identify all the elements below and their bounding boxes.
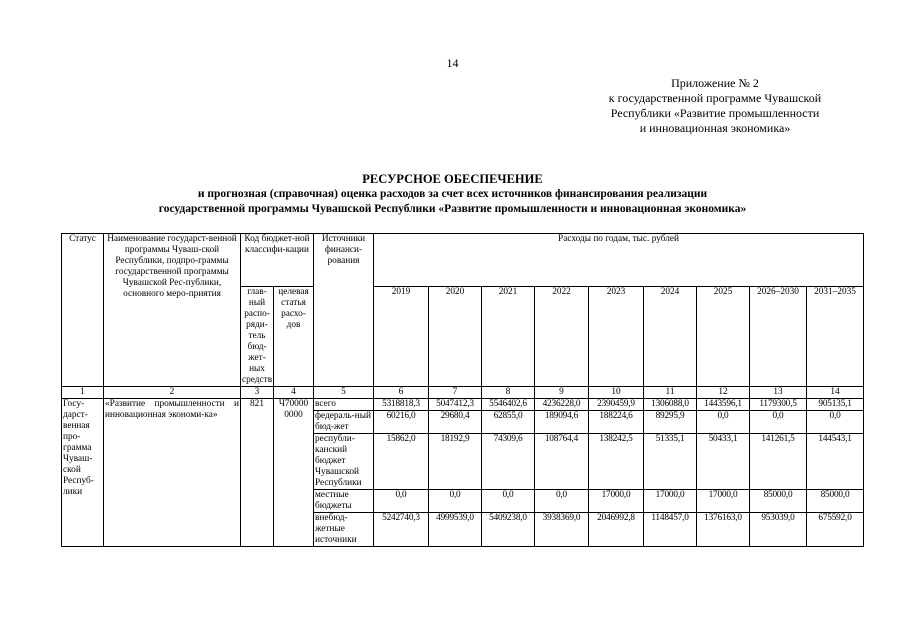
table-cell: 85000,0	[750, 490, 807, 513]
appendix-note	[585, 76, 845, 136]
table-cell: 17000,0	[589, 490, 644, 513]
header-year: 2021	[482, 287, 535, 387]
table-cell: 188224,6	[589, 411, 644, 434]
table-cell: 1179300,5	[750, 399, 807, 411]
table-cell: 1376163,0	[697, 513, 750, 547]
document-subtitle-2: государственной программы Чувашской Республики «Развитие промышленности и инновационная экономика»	[158, 203, 747, 215]
table-cell: 29680,4	[429, 411, 482, 434]
row-target-code: Ч70000 0000	[274, 399, 314, 547]
table-cell: 5409238,0	[482, 513, 535, 547]
column-number: 3	[241, 387, 274, 399]
table-cell: 905135,1	[807, 399, 864, 411]
header-year: 2023	[589, 287, 644, 387]
table-cell: 1306088,0	[644, 399, 697, 411]
document-title: РЕСУРСНОЕ ОБЕСПЕЧЕНИЕ	[362, 172, 543, 186]
source-label: местные бюджеты	[314, 490, 374, 513]
header-year: 2031–2035	[807, 287, 864, 387]
table-cell: 1443596,1	[697, 399, 750, 411]
header-expenses: Расходы по годам, тыс. рублей	[374, 234, 864, 287]
document-heading	[0, 172, 905, 217]
table-cell: 144543,1	[807, 434, 864, 490]
table-cell: 189094,6	[535, 411, 589, 434]
column-number: 8	[482, 387, 535, 399]
table-cell: 18192,9	[429, 434, 482, 490]
column-number: 7	[429, 387, 482, 399]
header-year: 2020	[429, 287, 482, 387]
source-label: федераль-ный бюд-жет	[314, 411, 374, 434]
column-number: 6	[374, 387, 429, 399]
source-label: всего	[314, 399, 374, 411]
header-status: Статус	[62, 234, 104, 387]
header-year: 2026–2030	[750, 287, 807, 387]
column-number: 5	[314, 387, 374, 399]
document-subtitle-1: и прогнозная (справочная) оценка расходов за счет всех источников финансирования реализации	[197, 188, 708, 200]
table-cell: 1148457,0	[644, 513, 697, 547]
appendix-line-3: Республики «Развитие промышленности	[610, 106, 820, 120]
column-number: 13	[750, 387, 807, 399]
resource-table	[61, 233, 864, 547]
table-cell: 0,0	[482, 490, 535, 513]
table-cell: 0,0	[807, 411, 864, 434]
table-cell: 17000,0	[644, 490, 697, 513]
table-cell: 2046992,8	[589, 513, 644, 547]
table-cell: 4999539,0	[429, 513, 482, 547]
column-number: 4	[274, 387, 314, 399]
column-number: 2	[104, 387, 241, 399]
header-name: Наименование государст-венной программы Чуваш-ской Республики, подпро-граммы государственной программы Чувашской Рес-публики, основного меро-приятия	[104, 234, 241, 387]
column-number: 1	[62, 387, 104, 399]
table-cell: 60216,0	[374, 411, 429, 434]
table-cell: 0,0	[697, 411, 750, 434]
table-cell: 5546402,6	[482, 399, 535, 411]
table-cell: 3938369,0	[535, 513, 589, 547]
table-cell: 62855,0	[482, 411, 535, 434]
header-target: целевая статья расхо-дов	[274, 287, 314, 387]
table-row	[62, 399, 864, 411]
table-cell: 4236228,0	[535, 399, 589, 411]
row-program-name: «Развитие промышленности и инновационная экономи-ка»	[104, 399, 241, 547]
header-budget-code: Код бюджет-ной классифи-кации	[241, 234, 314, 287]
appendix-line-1: Приложение № 2	[671, 76, 759, 90]
column-number: 14	[807, 387, 864, 399]
table-cell: 74309,6	[482, 434, 535, 490]
header-year: 2025	[697, 287, 750, 387]
column-number: 10	[589, 387, 644, 399]
table-cell: 5242740,3	[374, 513, 429, 547]
appendix-line-2: к государственной программе Чувашской	[608, 91, 822, 105]
header-sources: Источники финанси-рования	[314, 234, 374, 387]
header-year: 2024	[644, 287, 697, 387]
column-number: 9	[535, 387, 589, 399]
row-status: Госу-дарст-венная про-грамма Чуваш-ской Респуб-лики	[62, 399, 104, 547]
table-cell: 17000,0	[697, 490, 750, 513]
source-label: внебюд-жетные источники	[314, 513, 374, 547]
header-year: 2022	[535, 287, 589, 387]
column-number: 11	[644, 387, 697, 399]
row-grbs-code: 821	[241, 399, 274, 547]
table-cell: 675592,0	[807, 513, 864, 547]
appendix-line-4: и инновационная экономика»	[639, 121, 791, 135]
column-number: 12	[697, 387, 750, 399]
table-cell: 0,0	[429, 490, 482, 513]
table-cell: 138242,5	[589, 434, 644, 490]
table-cell: 0,0	[374, 490, 429, 513]
table-cell: 5047412,3	[429, 399, 482, 411]
table-cell: 141261,5	[750, 434, 807, 490]
table-cell: 0,0	[750, 411, 807, 434]
table-cell: 953039,0	[750, 513, 807, 547]
table-cell: 51335,1	[644, 434, 697, 490]
table-cell: 108764,4	[535, 434, 589, 490]
page-number: 14	[446, 56, 459, 70]
source-label: республи-канский бюджет Чувашской Республики	[314, 434, 374, 490]
table-cell: 0,0	[535, 490, 589, 513]
column-number-row	[62, 387, 864, 399]
header-grbs: глав-ный распо-ряди-тель бюд-жет-ных средств	[242, 287, 273, 385]
table-cell: 85000,0	[807, 490, 864, 513]
header-year: 2019	[374, 287, 429, 387]
table-cell: 15862,0	[374, 434, 429, 490]
table-cell: 89295,9	[644, 411, 697, 434]
table-cell: 5318818,3	[374, 399, 429, 411]
table-cell: 50433,1	[697, 434, 750, 490]
table-cell: 2390459,9	[589, 399, 644, 411]
